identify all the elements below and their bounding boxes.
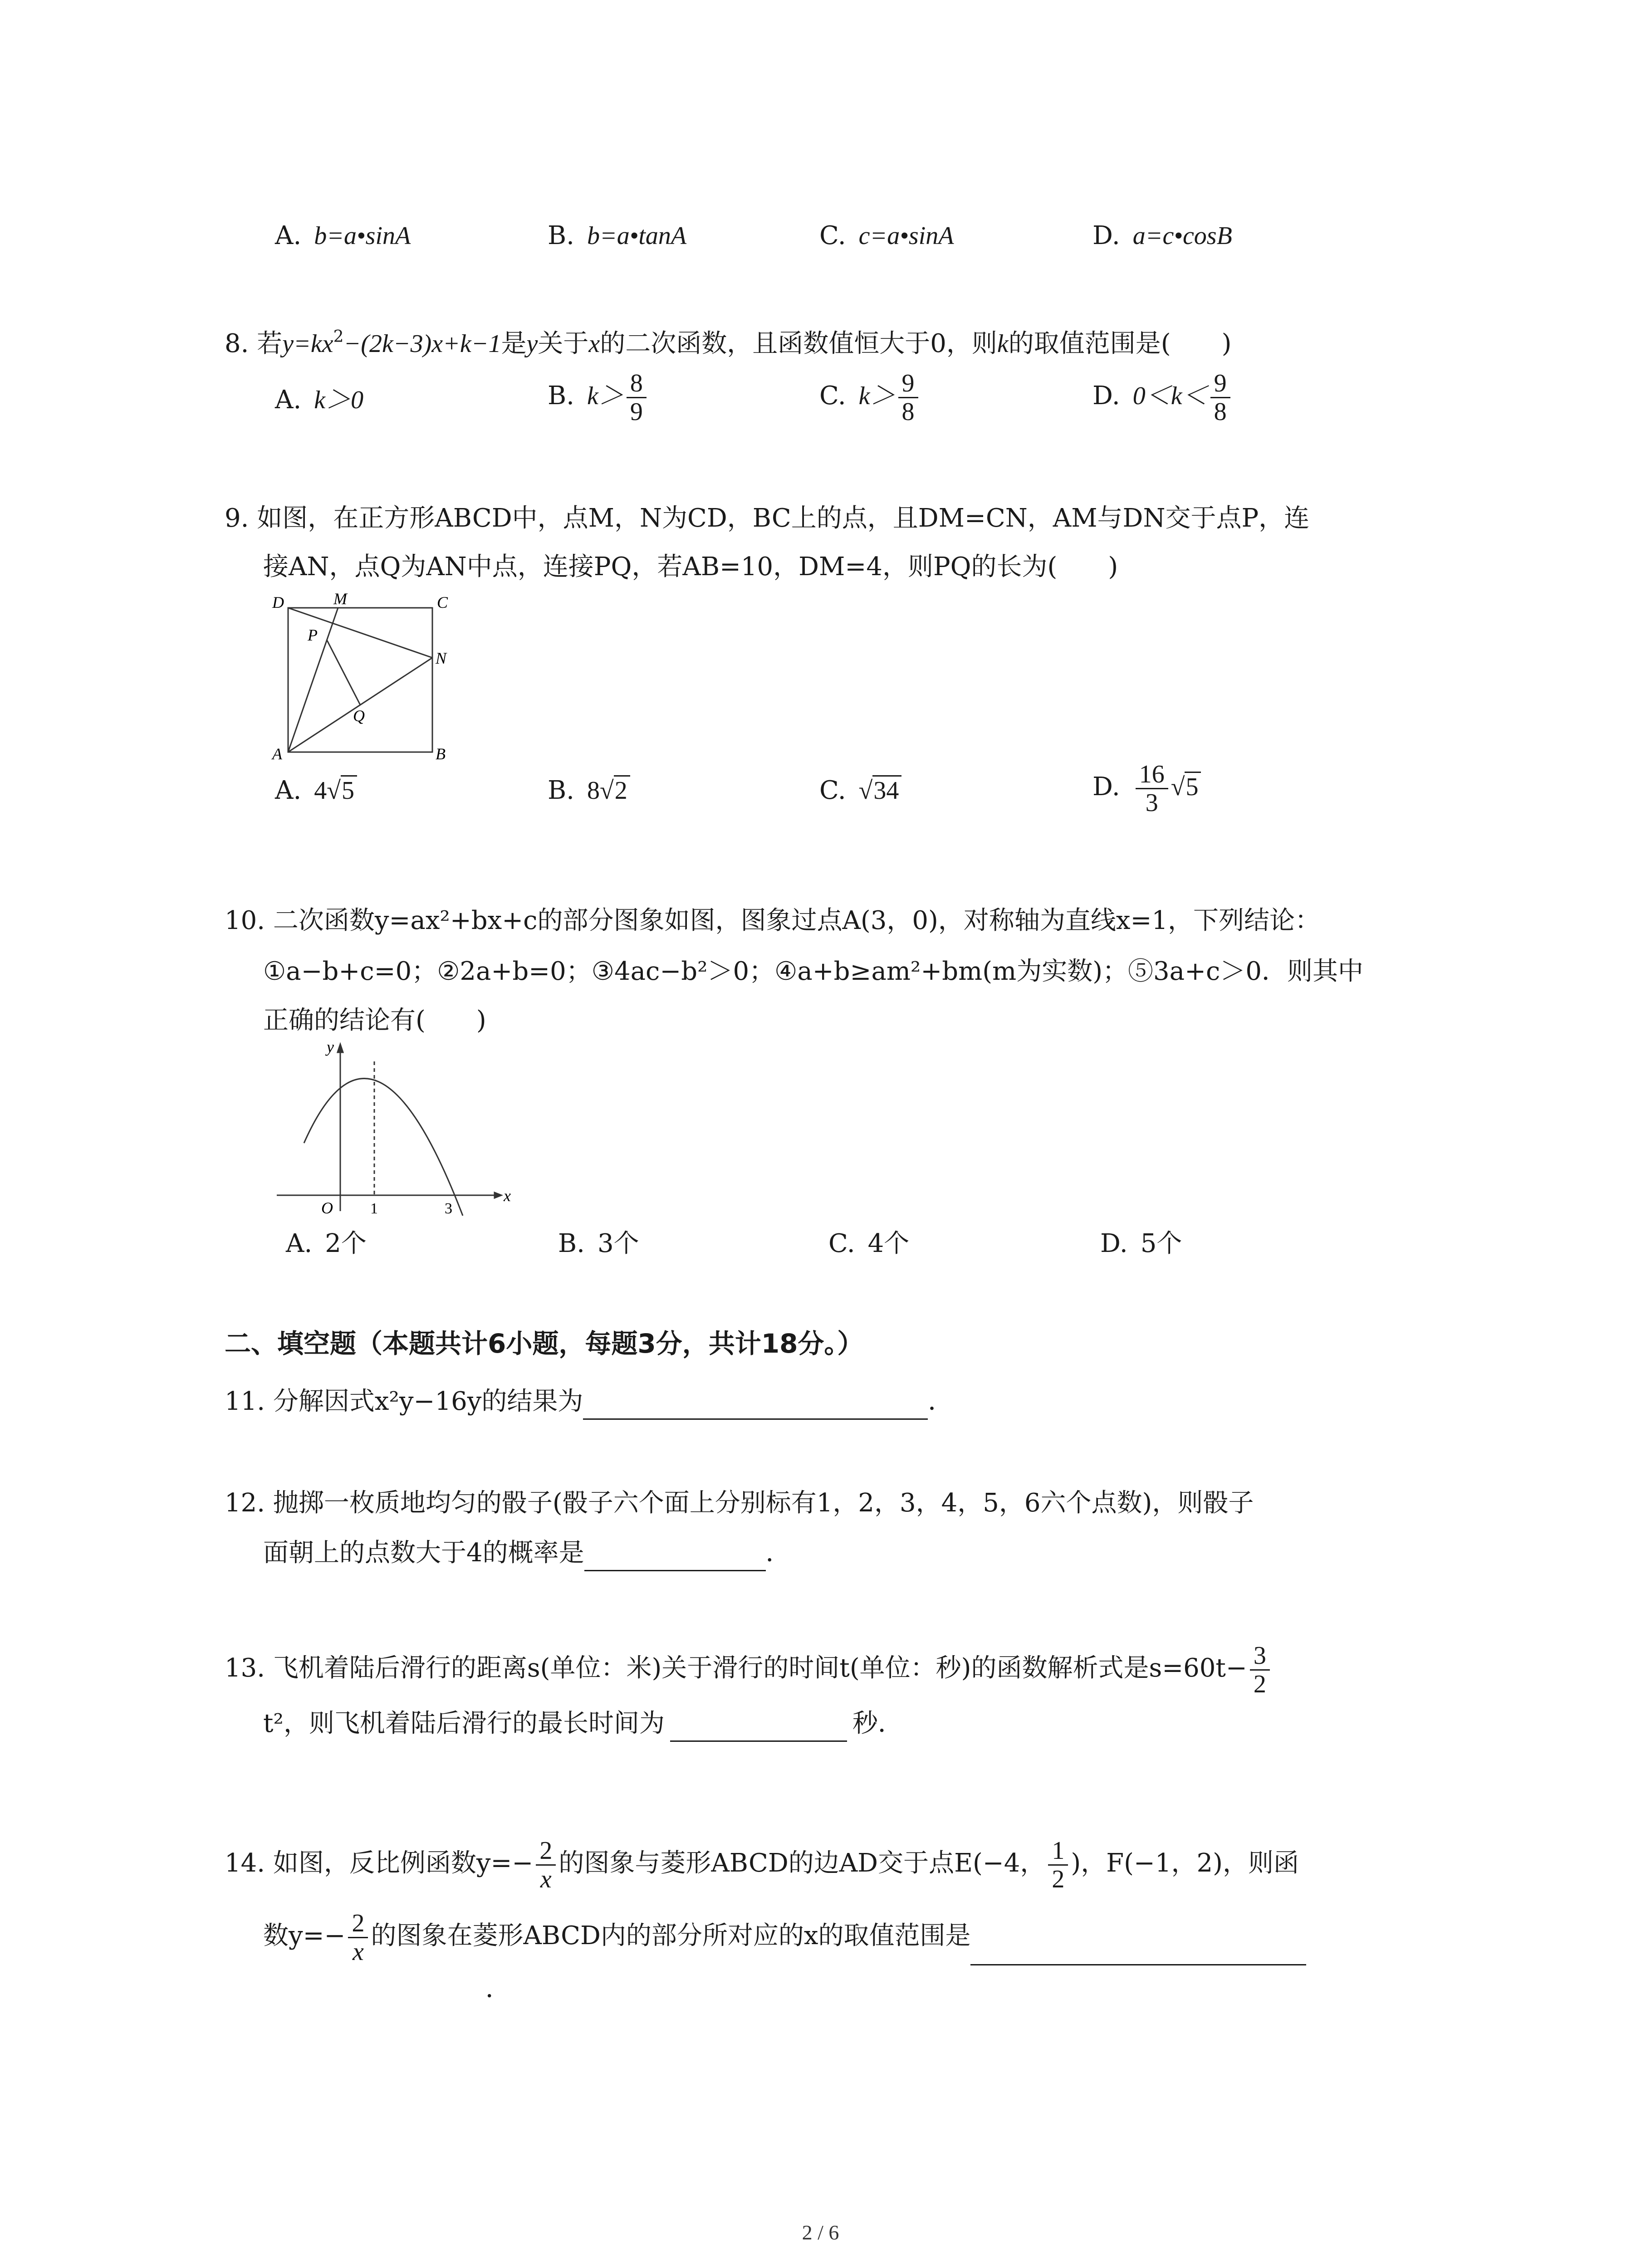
fraction: $\frac{2}{x}$: [348, 1910, 368, 1965]
q13-stem-line1: 13. 飞机着陆后滑行的距离s(单位：米)关于滑行的时间t(单位：秒)的函数解析式是s=60t− $\frac{3}{2}$: [225, 1642, 1273, 1698]
label-a: A: [272, 745, 282, 762]
q7-option-a[interactable]: A. b=a•sinA: [275, 221, 411, 250]
q9-option-a[interactable]: A. 4√5: [275, 772, 357, 809]
question-number: 11.: [225, 1387, 265, 1416]
origin-label: O: [321, 1199, 333, 1217]
q10-stem-line1: 10. 二次函数y=ax²+bx+c的部分图象如图，图象过点A(3，0)，对称轴为直线x=1，下列结论：: [225, 906, 1321, 935]
answer-blank[interactable]: [670, 1713, 847, 1742]
page-number: 2 / 6: [802, 2221, 839, 2244]
label-p: P: [308, 626, 318, 644]
q10-parabola-figure: [272, 1039, 526, 1220]
q14-stem-line2: 数y=− $\frac{2}{x}$ 的图象在菱形ABCD内的部分所对应的x的取值范围是: [263, 1910, 1306, 1965]
q9-stem-line2: 接AN，点Q为AN中点，连接PQ，若AB=10，DM=4，则PQ的长为( ): [263, 552, 1118, 582]
q10-option-d[interactable]: D. 5个: [1100, 1229, 1182, 1258]
question-number: 12.: [225, 1488, 265, 1518]
answer-blank[interactable]: [584, 1543, 766, 1571]
fraction: $\frac{16}{3}$: [1136, 761, 1168, 816]
label-m: M: [333, 590, 347, 608]
fraction: $\frac{3}{2}$: [1250, 1642, 1270, 1698]
q8-option-a[interactable]: A. k＞0: [275, 385, 364, 415]
label-b: B: [436, 745, 446, 762]
q11-stem: 11. 分解因式x²y−16y的结果为 ．: [225, 1383, 953, 1420]
q8-stem: 8. 若$y=kx^2-(2k-3)x+k-1$是y关于x的二次函数，且函数值恒大于0，则k的取值范围是( ): [225, 327, 1232, 358]
q8-option-d[interactable]: D. 0＜k＜ $\frac{9}{8}$: [1092, 370, 1233, 425]
label-n: N: [436, 649, 447, 667]
q14-stem-line3: ．: [485, 1974, 511, 2004]
q9-option-c[interactable]: C. √34: [819, 772, 901, 809]
label-c: C: [437, 593, 448, 611]
answer-blank[interactable]: [970, 1937, 1306, 1965]
q8-option-b[interactable]: B. k＞ $\frac{8}{9}$: [548, 370, 649, 425]
q9-option-d[interactable]: D. $\frac{16}{3}$ √5: [1092, 761, 1201, 816]
q7-option-b[interactable]: B. b=a•tanA: [548, 221, 687, 250]
q13-stem-line2: t²，则飞机着陆后滑行的最长时间为 秒．: [263, 1706, 903, 1742]
q10-option-b[interactable]: B. 3个: [558, 1229, 639, 1258]
sqrt: √5: [1171, 769, 1201, 805]
question-number: 10.: [225, 906, 265, 935]
label-q: Q: [353, 707, 365, 725]
fraction: $\frac{8}{9}$: [627, 370, 647, 425]
q14-stem-line1: 14. 如图，反比例函数y=− $\frac{2}{x}$ 的图象与菱形ABCD的边AD交于点E(−4， $\frac{1}{2}$ )，F(−1，2)，则函: [225, 1837, 1299, 1893]
question-number: 14.: [225, 1848, 265, 1878]
q7-option-d[interactable]: D. a=c•cosB: [1092, 221, 1232, 250]
q12-stem-line2: 面朝上的点数大于4的概率是 ．: [263, 1535, 791, 1571]
answer-blank[interactable]: [583, 1391, 928, 1420]
sqrt: √5: [327, 772, 357, 809]
fraction: $\frac{1}{2}$: [1048, 1837, 1068, 1893]
q10-option-a[interactable]: A. 2个: [286, 1229, 367, 1258]
q12-stem-line1: 12. 抛掷一枚质地均匀的骰子(骰子六个面上分别标有1，2，3，4，5，6六个点数)，则骰子: [225, 1488, 1254, 1518]
q9-option-b[interactable]: B. 8√2: [548, 772, 630, 809]
label-d: D: [272, 593, 284, 611]
sqrt: √2: [600, 772, 630, 809]
sqrt: √34: [859, 772, 902, 809]
q8-option-c[interactable]: C. k＞ $\frac{9}{8}$: [819, 370, 921, 425]
question-number: 8.: [225, 329, 249, 358]
section-heading: 二、填空题（本题共计6小题，每题3分，共计18分。）: [225, 1328, 864, 1359]
question-number: 13.: [225, 1653, 265, 1683]
q9-stem-line1: 9. 如图，在正方形ABCD中，点M，N为CD，BC上的点，且DM=CN，AM与DN交于点P，连: [225, 503, 1310, 533]
axis-label-y: y: [327, 1039, 334, 1056]
q10-stem-line2: ①a−b+c=0；②2a+b=0；③4ac−b²＞0；④a+b≥am²+bm(m为实数)；⑤3a+c＞0．则其中: [263, 957, 1363, 986]
q10-option-c[interactable]: C. 4个: [828, 1229, 910, 1258]
q7-option-c[interactable]: C. c=a•sinA: [819, 221, 954, 250]
fraction: $\frac{2}{x}$: [536, 1837, 556, 1893]
fraction: $\frac{9}{8}$: [1210, 370, 1230, 425]
tick-label-3: 3: [445, 1200, 452, 1217]
tick-label-1: 1: [370, 1200, 378, 1217]
fraction: $\frac{9}{8}$: [898, 370, 918, 425]
axis-label-x: x: [504, 1187, 511, 1205]
q10-stem-line3: 正确的结论有( ): [263, 1006, 486, 1035]
q9-square-figure: [254, 590, 463, 762]
question-number: 9.: [225, 503, 249, 533]
